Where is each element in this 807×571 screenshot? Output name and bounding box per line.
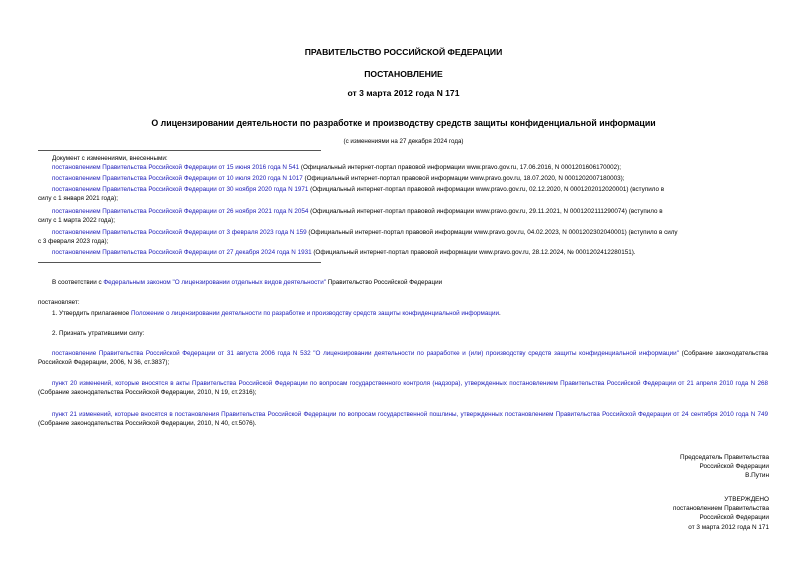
repeal-item-1: постановление Правительства Российской Федерации от 31 августа 2006 года N 532 "О лицензировании деятельности по разработке и (или) производству средств защиты конфиденциальной информации" (Собрание законодательства Российской Федерации, 2006, N 36, ст.3837); (38, 350, 768, 367)
change-link-1[interactable]: постановлением Правительства Российской Федерации от 15 июня 2016 года N 541 (52, 164, 300, 171)
approved-label: УТВЕРЖДЕНО (724, 496, 769, 503)
federal-law-link[interactable]: Федеральным законом "О лицензировании отдельных видов деятельности" (103, 279, 326, 286)
change-link-5[interactable]: постановлением Правительства Российской Федерации от 3 февраля 2023 года N 159 (52, 229, 307, 236)
bottom-divider (38, 262, 321, 263)
change-item-cont: силу с 1 марта 2022 года); (38, 217, 115, 224)
preamble: В соответствии с Федеральным законом "О лицензировании отдельных видов деятельности" Правительство Российской Федерации (52, 279, 443, 286)
change-item-cont: с 3 февраля 2023 года); (38, 238, 109, 245)
change-item-cont: силу с 1 января 2021 года); (38, 195, 118, 202)
repeal-item-3: пункт 21 изменений, которые вносятся в постановления Правительства Российской Федерации по вопросам государственной пошлины, утвержденных постановлением Правительства Российской Федерации от 24 сентября 2010 года N 749 (Собрание законодательства Российской Федерации, 2010, N 40, ст.5076). (38, 411, 768, 428)
doc-date: от 3 марта 2012 года N 171 (347, 88, 460, 98)
change-link-4[interactable]: постановлением Правительства Российской Федерации от 26 ноября 2021 года N 2054 (52, 208, 309, 215)
signature-block (680, 453, 769, 481)
change-item: постановлением Правительства Российской Федерации от 26 ноября 2021 года N 2054 (Официальный интернет-портал правовой информации www.pravo.gov.ru, 29.11.2021, N 0001202111290074) (вступило в (52, 208, 663, 215)
signature-country: Российской Федерации (699, 463, 769, 471)
change-item: постановлением Правительства Российской Федерации от 10 июля 2020 года N 1017 (Официальный интернет-портал правовой информации www.pravo.gov.ru, 18.07.2020, N 0001202007180003); (52, 175, 625, 182)
resolves-text: постановляет: (38, 299, 80, 306)
changes-intro: Документ с изменениями, внесенными: (52, 155, 168, 162)
approved-country: Российской Федерации (699, 514, 769, 522)
revision-note: (с изменениями на 27 декабря 2024 года) (343, 138, 464, 145)
doc-type-heading: ПОСТАНОВЛЕНИЕ (364, 69, 443, 79)
change-link-2[interactable]: постановлением Правительства Российской Федерации от 10 июля 2020 года N 1017 (52, 175, 303, 182)
change-item: постановлением Правительства Российской Федерации от 27 декабря 2024 года N 1931 (Официальный интернет-портал правовой информации www.pravo.gov.ru, 28.12.2024, № 0001202412280151). (52, 249, 636, 256)
change-link-6[interactable]: постановлением Правительства Российской Федерации от 27 декабря 2024 года N 1931 (52, 249, 312, 256)
approved-by: постановлением Правительства (673, 505, 769, 513)
item-2: 2. Признать утратившими силу: (52, 330, 145, 337)
signature-name: В.Путин (745, 472, 769, 480)
repeal-item-2: пункт 20 изменений, которые вносятся в акты Правительства Российской Федерации по вопросам государственного контроля (надзора), утвержденных постановлением Правительства Российской Федерации от 21 апреля 2010 года N 268 (Собрание законодательства Российской Федерации, 2010, N 19, ст.2316); (38, 380, 768, 397)
approved-date: от 3 марта 2012 года N 171 (688, 523, 769, 531)
repeal-link-3[interactable]: пункт 21 изменений, которые вносятся в постановления Правительства Российской Федерации по вопросам государственной пошлины, утвержденных постановлением Правительства Российской Федерации от 24 сентября 2010 года N 749 (52, 411, 768, 418)
item-1: 1. Утвердить прилагаемое Положение о лицензировании деятельности по разработке и производству средств защиты конфиденциальной информации. (52, 310, 501, 317)
repeal-link-2[interactable]: пункт 20 изменений, которые вносятся в акты Правительства Российской Федерации по вопросам государственного контроля (надзора), утвержденных постановлением Правительства Российской Федерации от 21 апреля 2010 года N 268 (52, 380, 768, 387)
org-heading: ПРАВИТЕЛЬСТВО РОССИЙСКОЙ ФЕДЕРАЦИИ (304, 47, 503, 57)
change-item: постановлением Правительства Российской Федерации от 3 февраля 2023 года N 159 (Официальный интернет-портал правовой информации www.pravo.gov.ru, 04.02.2023, N 0001202302040001) (вступило в силу (52, 229, 678, 236)
change-link-3[interactable]: постановлением Правительства Российской Федерации от 30 ноября 2020 года N 1971 (52, 186, 309, 193)
change-item: постановлением Правительства Российской Федерации от 30 ноября 2020 года N 1971 (Официальный интернет-портал правовой информации www.pravo.gov.ru, 02.12.2020, N 0001202012020001) (вступило в (52, 186, 665, 193)
regulation-link[interactable]: Положение о лицензировании деятельности по разработке и производству средств защиты конфиденциальной информации (130, 310, 499, 317)
repeal-link-1[interactable]: постановление Правительства Российской Федерации от 31 августа 2006 года N 532 "О лицензировании деятельности по разработке и (или) производству средств защиты конфиденциальной информации" (52, 350, 679, 357)
doc-title: О лицензировании деятельности по разработке и производству средств защиты конфиденциальной информации (151, 118, 656, 128)
change-item: постановлением Правительства Российской Федерации от 15 июня 2016 года N 541 (Официальный интернет-портал правовой информации www.pravo.gov.ru, 17.06.2016, N 0001201606170002); (52, 164, 621, 171)
signature-position: Председатель Правительства (680, 454, 769, 461)
approved-block (673, 495, 769, 532)
top-divider (38, 150, 321, 151)
